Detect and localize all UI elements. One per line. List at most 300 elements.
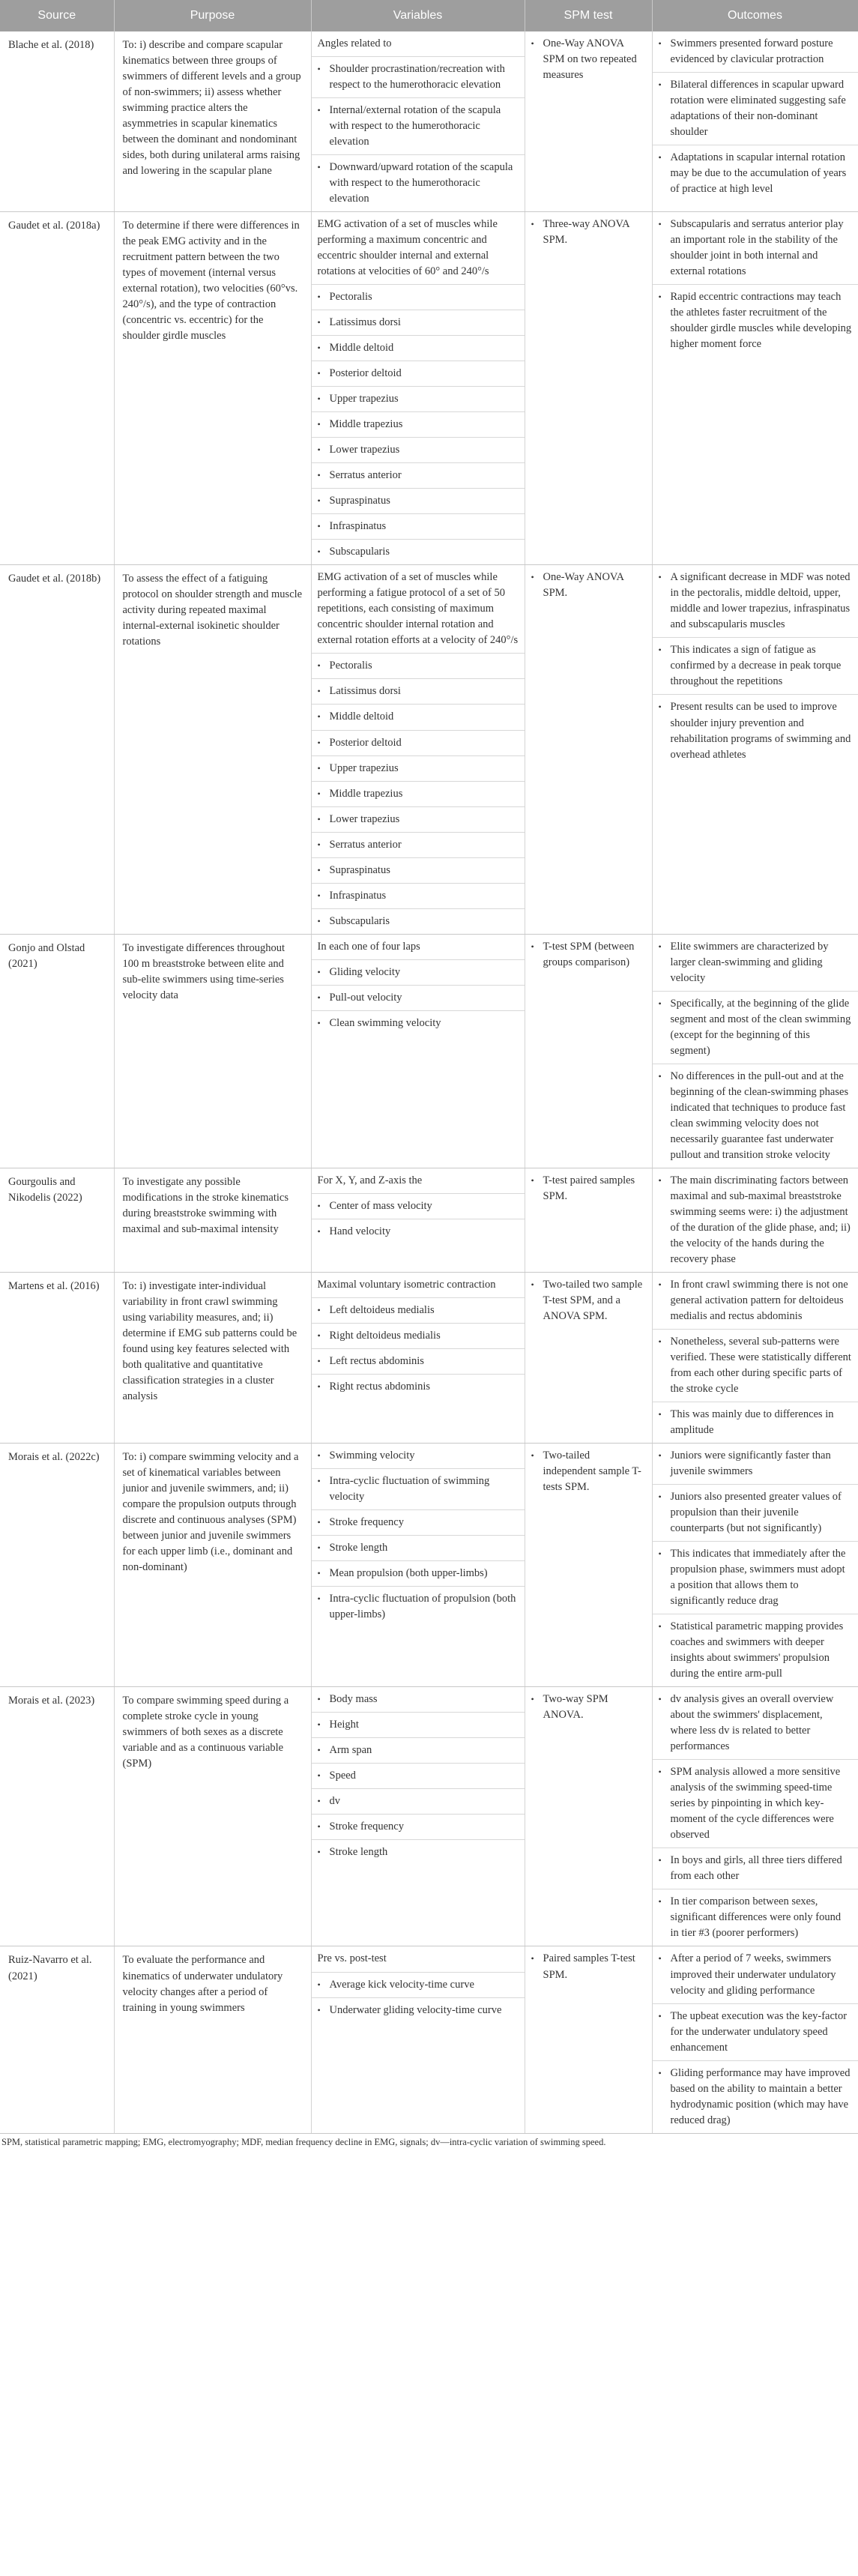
bullet-icon: • <box>658 79 662 91</box>
list-item-text: Infraspinatus <box>329 889 387 902</box>
outcomes-cell <box>652 1946 858 2133</box>
list-item-text: Supraspinatus <box>329 863 390 876</box>
list-item-text: Two-tailed two sample T-test SPM, and a ANOVA SPM. <box>543 1278 643 1322</box>
list-item-text: Shoulder procrastination/recreation with respect to the humerothoracic elevation <box>329 63 505 91</box>
list-item <box>312 514 525 540</box>
list-item-text: Middle trapezius <box>329 787 403 800</box>
bullet-icon: • <box>317 1979 321 1990</box>
list-item <box>312 705 525 730</box>
list-item-text: Stroke length <box>329 1846 388 1859</box>
list-item <box>653 1889 858 1946</box>
list-item-text: T-test SPM (between groups comparison) <box>543 940 635 968</box>
bullet-icon: • <box>317 1745 321 1756</box>
list-item <box>312 909 525 934</box>
list-item-text: Middle deltoid <box>329 342 394 355</box>
list-item-text: Underwater gliding velocity-time curve <box>329 2003 502 2016</box>
spm-test-cell <box>525 1168 652 1272</box>
list-item <box>653 2004 858 2061</box>
list-item <box>312 155 525 211</box>
bullet-icon: • <box>658 1336 662 1347</box>
bullet-icon: • <box>317 915 321 926</box>
list-item: EMG activation of a set of muscles while performing a maximum concentric and eccentric shoulder internal and external rotations at velocities of 60° and 240°/s <box>312 212 525 285</box>
table-row <box>0 1444 858 1687</box>
list-item <box>312 1298 525 1324</box>
list-item: In each one of four laps <box>312 935 525 960</box>
bullet-icon: • <box>317 788 321 799</box>
list-item <box>525 1946 652 1987</box>
bullet-icon: • <box>317 1200 321 1211</box>
list-item: Maximal voluntary isometric contraction <box>312 1273 525 1298</box>
purpose-cell: To compare swimming speed during a complete stroke cycle in young swimmers of both sexes as a discrete variable and as a continuous variable (SPM) <box>114 1687 311 1946</box>
bullet-icon: • <box>317 1476 321 1487</box>
list-item-text: Stroke frequency <box>329 1516 404 1529</box>
list-item <box>525 1168 652 1209</box>
list-item <box>312 1510 525 1536</box>
variables-cell <box>311 1272 525 1443</box>
list-item-text: dv <box>329 1795 340 1808</box>
variables-cell <box>311 1444 525 1687</box>
bullet-icon: • <box>317 1593 321 1605</box>
bullet-icon: • <box>317 546 321 558</box>
list-item <box>653 1614 858 1686</box>
spm-test-cell <box>525 934 652 1168</box>
outcomes-cell <box>652 1272 858 1443</box>
list-item-text: Downward/upward rotation of the scapula with respect to the humerothoracic elevation <box>329 161 513 205</box>
bullet-icon: • <box>531 572 534 583</box>
bullet-icon: • <box>317 1821 321 1833</box>
list-item-text: No differences in the pull-out and at the beginning of the clean-swimming phases indicated that techniques to produce fast clean swimming velocity does not necessarily guarantee fast underwater pullout and transition stroke velocity <box>670 1070 849 1161</box>
list-item <box>312 858 525 884</box>
list-item <box>312 782 525 807</box>
list-item-text: Specifically, at the beginning of the glide segment and most of the clean swimming (except for the beginning of this segment) <box>670 997 851 1057</box>
bullet-icon: • <box>658 2010 662 2021</box>
list-item <box>312 57 525 98</box>
bullet-icon: • <box>317 64 321 75</box>
source-cell: Gonjo and Olstad (2021) <box>0 934 114 1168</box>
list-item <box>312 1840 525 1865</box>
bullet-icon: • <box>317 343 321 354</box>
purpose-cell: To: i) compare swimming velocity and a set of kinematical variables between junior and juvenile swimmers, and; ii) compare the propulsion outputs through discrete and continuous analyses (SPM) between junior and juvenile swimmers for each upper limb (i.e., dominant and non-dominant) <box>114 1444 311 1687</box>
bullet-icon: • <box>317 1847 321 1858</box>
list-item-text: Right deltoideus medialis <box>329 1329 441 1342</box>
bullet-icon: • <box>317 839 321 850</box>
list-item-text: In tier comparison between sexes, significant differences were only found in tier #3 (poorer performers) <box>670 1895 842 1940</box>
list-item <box>312 489 525 514</box>
list-item-text: Paired samples T-test SPM. <box>543 1952 635 1981</box>
purpose-cell: To investigate any possible modifications in the stroke kinematics during breaststroke swimming with maximal and sub-maximal intensity <box>114 1168 311 1272</box>
spm-test-cell <box>525 1946 652 2133</box>
list-item <box>525 935 652 975</box>
list-item-text: Right rectus abdominis <box>329 1380 431 1393</box>
bullet-icon: • <box>658 292 662 303</box>
bullet-icon: • <box>317 1450 321 1462</box>
list-item <box>312 1561 525 1587</box>
list-item <box>312 1469 525 1510</box>
bullet-icon: • <box>658 702 662 713</box>
bullet-icon: • <box>317 317 321 328</box>
purpose-cell: To evaluate the performance and kinematics of underwater undulatory velocity changes after a period of training in young swimmers <box>114 1946 311 2133</box>
source-cell: Ruiz-Navarro et al. (2021) <box>0 1946 114 2133</box>
outcomes-cell <box>652 1444 858 1687</box>
list-item-text: One-Way ANOVA SPM. <box>543 571 624 600</box>
bullet-icon: • <box>658 1953 662 1964</box>
variables-cell <box>311 1168 525 1272</box>
list-item <box>312 1219 525 1244</box>
list-item-text: Lower trapezius <box>329 812 400 825</box>
bullet-icon: • <box>658 1621 662 1632</box>
bullet-icon: • <box>317 1568 321 1579</box>
list-item <box>312 1687 525 1713</box>
list-item <box>653 1848 858 1889</box>
list-item <box>653 285 858 357</box>
list-item-text: In front crawl swimming there is not one general activation pattern for deltoideus medialis and rectus abdominis <box>670 1278 848 1322</box>
bullet-icon: • <box>317 393 321 405</box>
list-item-text: Posterior deltoid <box>329 367 402 380</box>
bullet-icon: • <box>317 1381 321 1392</box>
bullet-icon: • <box>531 941 534 952</box>
list-item-text: Latissimus dorsi <box>329 685 401 698</box>
bullet-icon: • <box>317 686 321 697</box>
list-item <box>312 387 525 412</box>
list-item <box>312 1444 525 1469</box>
bullet-icon: • <box>658 2067 662 2078</box>
purpose-cell: To: i) investigate inter-individual variability in front crawl swimming using variability measures, and; ii) determine if EMG sub patterns could be found using key features selected with both qualitative and quantitative classification strategies in a cluster analysis <box>114 1272 311 1443</box>
list-item-text: Hand velocity <box>329 1225 391 1237</box>
bullet-icon: • <box>658 1491 662 1503</box>
bullet-icon: • <box>317 966 321 977</box>
list-item <box>653 695 858 767</box>
list-item: Angles related to <box>312 31 525 57</box>
list-item-text: Upper trapezius <box>329 393 399 405</box>
list-item <box>312 1998 525 2023</box>
list-item-text: Middle deltoid <box>329 711 394 723</box>
list-item <box>312 1011 525 1036</box>
bullet-icon: • <box>317 992 321 1003</box>
list-item-text: After a period of 7 weeks, swimmers improved their underwater undulatory velocity and gliding performance <box>670 1952 836 1997</box>
bullet-icon: • <box>531 1174 534 1186</box>
source-cell: Gaudet et al. (2018a) <box>0 212 114 565</box>
source-cell: Martens et al. (2016) <box>0 1272 114 1443</box>
table-header-row <box>0 0 858 31</box>
table-footnote: SPM, statistical parametric mapping; EMG, electromyography; MDF, median frequency decline in EMG, signals; dv—intra-cyclic variation of swimming speed. <box>1 2136 606 2147</box>
list-item <box>312 1587 525 1627</box>
list-item-text: Adaptations in scapular internal rotation may be due to the accumulation of years of practice at high level <box>670 151 847 196</box>
header-variables: Variables <box>311 0 525 31</box>
purpose-cell: To assess the effect of a fatiguing protocol on shoulder strength and muscle activity during repeated maximal internal-external isokinetic shoulder rotations <box>114 565 311 934</box>
bullet-icon: • <box>658 1896 662 1907</box>
bullet-icon: • <box>317 711 321 723</box>
list-item <box>653 2061 858 2133</box>
bullet-icon: • <box>317 521 321 532</box>
bullet-icon: • <box>317 890 321 901</box>
list-item-text: Height <box>329 1719 359 1731</box>
list-item <box>653 1542 858 1614</box>
list-item <box>653 1687 858 1760</box>
list-item <box>653 992 858 1064</box>
list-item-text: The upbeat execution was the key-factor for the underwater undulatory speed enhancement <box>670 2009 848 2054</box>
list-item <box>312 654 525 679</box>
bullet-icon: • <box>317 162 321 173</box>
list-item <box>312 412 525 438</box>
list-item <box>312 438 525 463</box>
list-item <box>312 1349 525 1375</box>
list-item <box>653 1444 858 1485</box>
list-item <box>653 935 858 992</box>
outcomes-cell <box>652 31 858 212</box>
list-item-text: Left deltoideus medialis <box>329 1303 435 1316</box>
list-item <box>653 73 858 145</box>
list-item-text: Middle trapezius <box>329 418 403 431</box>
bullet-icon: • <box>317 2004 321 2015</box>
source-cell: Blache et al. (2018) <box>0 31 114 212</box>
bullet-icon: • <box>658 1174 662 1186</box>
bullet-icon: • <box>317 419 321 430</box>
bullet-icon: • <box>317 1355 321 1366</box>
list-item <box>312 98 525 155</box>
list-item <box>525 1273 652 1329</box>
list-item <box>312 1375 525 1399</box>
list-item <box>312 336 525 361</box>
list-item-text: SPM analysis allowed a more sensitive analysis of the swimming speed-time series by pinpointing in which key-moment of the cycle differences were observed <box>670 1766 841 1841</box>
spm-test-cell <box>525 31 652 212</box>
table-row <box>0 31 858 212</box>
bullet-icon: • <box>317 1796 321 1807</box>
bullet-icon: • <box>317 1542 321 1554</box>
list-item-text: Upper trapezius <box>329 761 399 774</box>
outcomes-cell <box>652 565 858 934</box>
list-item-text: T-test paired samples SPM. <box>543 1174 635 1202</box>
list-item-text: Average kick velocity-time curve <box>329 1978 474 1991</box>
list-item <box>312 310 525 336</box>
bullet-icon: • <box>317 105 321 116</box>
list-item-text: Latissimus dorsi <box>329 316 401 329</box>
list-item-text: Intra-cyclic fluctuation of propulsion (both upper-limbs) <box>329 1593 516 1621</box>
header-purpose: Purpose <box>114 0 311 31</box>
table-row <box>0 212 858 565</box>
header-outcomes: Outcomes <box>652 0 858 31</box>
bullet-icon: • <box>531 219 534 230</box>
list-item-text: One-Way ANOVA SPM on two repeated measures <box>543 37 637 82</box>
list-item-text: Swimmers presented forward posture evidenced by clavicular protraction <box>670 37 833 66</box>
bullet-icon: • <box>658 219 662 230</box>
variables-cell <box>311 31 525 212</box>
table-row <box>0 1946 858 2133</box>
list-item-text: Gliding velocity <box>329 965 401 978</box>
list-item-text: Lower trapezius <box>329 444 400 456</box>
list-item-text: Posterior deltoid <box>329 736 402 749</box>
bullet-icon: • <box>658 998 662 1009</box>
purpose-cell: To investigate differences throughout 100 m breaststroke between elite and sub-elite swimmers using time-series velocity data <box>114 934 311 1168</box>
list-item <box>312 361 525 387</box>
list-item: For X, Y, and Z-axis the <box>312 1168 525 1194</box>
list-item <box>525 1444 652 1500</box>
list-item <box>525 31 652 88</box>
list-item-text: Subscapularis and serratus anterior play an important role in the stability of the shoulder joint in both internal and external rotations <box>670 218 844 278</box>
list-item <box>312 833 525 858</box>
list-item <box>525 212 652 253</box>
bullet-icon: • <box>658 572 662 583</box>
variables-cell <box>311 1687 525 1946</box>
bullet-icon: • <box>531 38 534 49</box>
list-item-text: Infraspinatus <box>329 520 387 533</box>
list-item <box>653 31 858 73</box>
variables-cell <box>311 212 525 565</box>
list-item <box>312 540 525 564</box>
list-item-text: This indicates that immediately after the propulsion phase, swimmers must adopt a position that allows them to significantly reduce drag <box>670 1548 846 1608</box>
spm-test-cell <box>525 565 652 934</box>
variables-cell <box>311 934 525 1168</box>
bullet-icon: • <box>317 1304 321 1315</box>
list-item-text: Gliding performance may have improved based on the ability to maintain a better hydrodynamic position (which may have reduced drag) <box>670 2066 851 2126</box>
table-row <box>0 565 858 934</box>
list-item-text: This indicates a sign of fatigue as confirmed by a decrease in peak torque throughout the repetitions <box>670 644 842 688</box>
bullet-icon: • <box>317 864 321 875</box>
header-spm-test: SPM test <box>525 0 652 31</box>
bullet-icon: • <box>317 1719 321 1731</box>
list-item-text: Statistical parametric mapping provides coaches and swimmers with deeper insights about swimmers' propulsion during the entire arm-pull <box>670 1620 844 1680</box>
list-item <box>312 1973 525 1998</box>
list-item <box>312 756 525 782</box>
list-item-text: Speed <box>329 1770 356 1782</box>
list-item-text: Pull-out velocity <box>329 991 402 1004</box>
bullet-icon: • <box>317 1017 321 1028</box>
list-item-text: Clean swimming velocity <box>329 1016 441 1029</box>
list-item-text: Two-tailed independent sample T-tests SPM. <box>543 1450 641 1494</box>
bullet-icon: • <box>317 813 321 824</box>
list-item <box>312 1713 525 1738</box>
list-item <box>653 1330 858 1402</box>
purpose-cell: To: i) describe and compare scapular kinematics between three groups of swimmers of different levels and a group of non-swimmers; ii) assess whether swimming practice alters the asymmetries in scapular kinematics between the dominant and nondominant sides, both during unilateral arms raising and lowering in the scapular plane <box>114 31 311 212</box>
list-item <box>312 731 525 756</box>
bullet-icon: • <box>531 1450 534 1462</box>
bullet-icon: • <box>317 737 321 748</box>
bullet-icon: • <box>317 368 321 379</box>
bullet-icon: • <box>658 1767 662 1778</box>
list-item <box>312 1324 525 1349</box>
list-item-text: A significant decrease in MDF was noted in the pectoralis, middle deltoid, upper, middle and lower trapezius, infraspinatus and subscapularis muscles <box>670 571 851 631</box>
spm-test-cell <box>525 1444 652 1687</box>
list-item-text: Serratus anterior <box>329 838 402 851</box>
list-item <box>312 1194 525 1219</box>
bullet-icon: • <box>658 38 662 49</box>
list-item <box>653 1485 858 1542</box>
list-item <box>653 1168 858 1272</box>
list-item-text: Juniors were significantly faster than juvenile swimmers <box>670 1450 831 1478</box>
list-item <box>653 145 858 202</box>
list-item-text: Pectoralis <box>329 291 372 304</box>
list-item-text: Bilateral differences in scapular upward rotation were eliminated suggesting safe adaptations of their non-dominant shoulder <box>670 79 846 139</box>
list-item <box>312 1764 525 1789</box>
bullet-icon: • <box>317 444 321 456</box>
bullet-icon: • <box>317 660 321 672</box>
bullet-icon: • <box>317 762 321 773</box>
list-item <box>312 1536 525 1561</box>
list-item <box>653 1760 858 1848</box>
list-item-text: Stroke length <box>329 1542 388 1554</box>
bullet-icon: • <box>658 1070 662 1082</box>
list-item <box>653 1946 858 2003</box>
bullet-icon: • <box>531 1279 534 1290</box>
bullet-icon: • <box>658 1548 662 1560</box>
bullet-icon: • <box>317 1694 321 1705</box>
list-item <box>653 1273 858 1330</box>
table-row <box>0 1168 858 1272</box>
list-item <box>653 565 858 638</box>
list-item: Pre vs. post-test <box>312 1946 525 1972</box>
list-item <box>312 463 525 489</box>
bullet-icon: • <box>317 1330 321 1341</box>
list-item-text: This was mainly due to differences in amplitude <box>670 1408 834 1437</box>
table-row <box>0 1272 858 1443</box>
list-item-text: dv analysis gives an overall overview about the swimmers' displacement, where less dv is related to better performances <box>670 1693 834 1753</box>
source-cell: Gaudet et al. (2018b) <box>0 565 114 934</box>
list-item-text: Left rectus abdominis <box>329 1354 424 1367</box>
list-item-text: Pectoralis <box>329 660 372 672</box>
list-item-text: Internal/external rotation of the scapula with respect to the humerothoracic elevation <box>329 104 501 148</box>
outcomes-cell <box>652 212 858 565</box>
bullet-icon: • <box>531 1953 534 1964</box>
bullet-icon: • <box>658 1694 662 1705</box>
list-item <box>312 986 525 1011</box>
list-item-text: Present results can be used to improve shoulder injury prevention and rehabilitation programs of swimming and overhead athletes <box>670 701 851 761</box>
spm-test-cell <box>525 212 652 565</box>
bullet-icon: • <box>317 1225 321 1237</box>
list-item <box>312 679 525 705</box>
bullet-icon: • <box>658 1279 662 1290</box>
bullet-icon: • <box>317 1517 321 1528</box>
list-item-text: Elite swimmers are characterized by larger clean-swimming and gliding velocity <box>670 940 829 984</box>
list-item-text: Rapid eccentric contractions may teach the athletes faster recruitment of the shoulder girdle muscles while developing higher moment force <box>670 291 852 351</box>
source-cell: Morais et al. (2023) <box>0 1687 114 1946</box>
list-item-text: Subscapularis <box>329 914 390 927</box>
list-item-text: Arm span <box>329 1744 372 1757</box>
list-item <box>312 807 525 833</box>
outcomes-cell <box>652 1168 858 1272</box>
list-item <box>653 638 858 695</box>
bullet-icon: • <box>317 470 321 481</box>
variables-cell <box>311 1946 525 2133</box>
list-item-text: Nonetheless, several sub-patterns were verified. These were statistically different from each other during specific parts of the stroke cycle <box>670 1335 851 1396</box>
source-cell: Morais et al. (2022c) <box>0 1444 114 1687</box>
list-item <box>312 1815 525 1840</box>
list-item: EMG activation of a set of muscles while performing a fatigue protocol of a set of 50 repetitions, each consisting of maximum concentric shoulder internal rotation and external rotation efforts at a velocity of 240°/s <box>312 565 525 654</box>
list-item <box>653 212 858 285</box>
bullet-icon: • <box>658 1409 662 1420</box>
list-item-text: Subscapularis <box>329 546 390 558</box>
list-item-text: Supraspinatus <box>329 495 390 507</box>
list-item-text: Mean propulsion (both upper-limbs) <box>329 1567 488 1580</box>
list-item-text: Serratus anterior <box>329 469 402 482</box>
outcomes-cell <box>652 1687 858 1946</box>
header-source: Source <box>0 0 114 31</box>
list-item-text: Intra-cyclic fluctuation of swimming velocity <box>329 1475 490 1503</box>
bullet-icon: • <box>317 1770 321 1782</box>
bullet-icon: • <box>531 1694 534 1705</box>
list-item-text: In boys and girls, all three tiers differed from each other <box>670 1854 842 1883</box>
list-item-text: Juniors also presented greater values of propulsion than their juvenile counterparts (but not significantly) <box>670 1491 842 1535</box>
list-item <box>312 1738 525 1764</box>
spm-test-cell <box>525 1687 652 1946</box>
list-item <box>525 565 652 606</box>
list-item-text: The main discriminating factors between maximal and sub-maximal breaststroke swimming seems were: i) the adjustment of the duration of the glide phase, and; ii) the velocity of the hands during the recovery phase <box>670 1174 851 1265</box>
table-row <box>0 934 858 1168</box>
list-item <box>312 285 525 310</box>
bullet-icon: • <box>658 941 662 952</box>
list-item-text: Center of mass velocity <box>329 1199 432 1212</box>
list-item-text: Two-way SPM ANOVA. <box>543 1693 608 1722</box>
list-item-text: Stroke frequency <box>329 1821 404 1833</box>
list-item <box>312 1789 525 1815</box>
